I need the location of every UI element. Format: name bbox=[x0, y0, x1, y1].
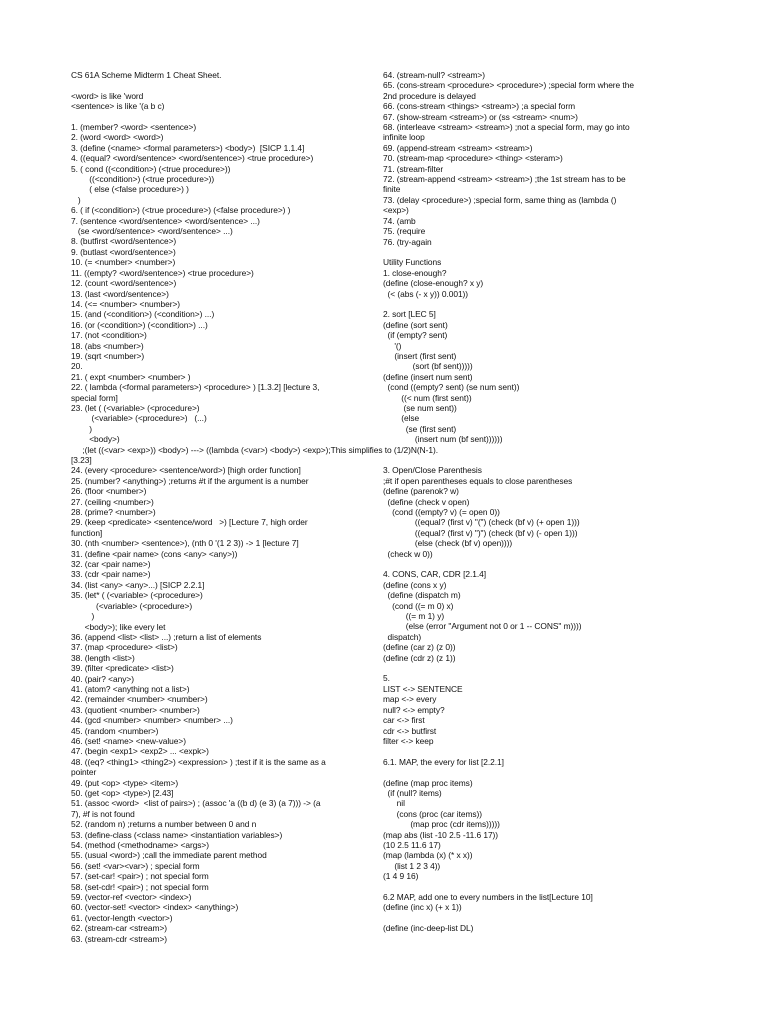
text-line: <body>) bbox=[71, 434, 120, 445]
text-line: 13. (last <word/sentence>) bbox=[71, 288, 169, 299]
text-line: 6. ( if (<condition>) (<true procedure>) (<false procedure>) ) bbox=[71, 205, 291, 216]
text-line: <sentence> is like '(a b c) bbox=[71, 101, 165, 112]
text-line: (<variable> (<procedure>) bbox=[71, 600, 193, 611]
text-line: 4. ((equal? <word/sentence> <word/sentence>) <true procedure>) bbox=[71, 153, 314, 164]
text-line: nil bbox=[383, 798, 405, 809]
text-line: function] bbox=[71, 527, 103, 538]
text-line: 56. (set! <var><var>) ; special form bbox=[71, 860, 200, 871]
text-line: 42. (remainder <number> <number>) bbox=[71, 694, 208, 705]
text-line: 53. (define-class (<class name> <instantiation variables>) bbox=[71, 829, 283, 840]
text-line: 4. CONS, CAR, CDR [2.1.4] bbox=[383, 569, 487, 580]
text-line: 67. (show-stream <stream>) or (ss <stream> <num>) bbox=[383, 111, 578, 122]
text-line: (if (empty? sent) bbox=[383, 330, 448, 341]
text-line bbox=[383, 299, 693, 309]
text-line: (define (dispatch m) bbox=[383, 590, 461, 601]
text-line: 41. (atom? <anything not a list>) bbox=[71, 683, 190, 694]
text-line: 14. (<= <number> <number>) bbox=[71, 298, 181, 309]
text-line: (define (map proc items) bbox=[383, 777, 473, 788]
text-line: dispatch) bbox=[383, 631, 422, 642]
text-line: 33. (cdr <pair name>) bbox=[71, 569, 151, 580]
text-line: 61. (vector-length <vector>) bbox=[71, 912, 173, 923]
text-line: 5. bbox=[383, 673, 390, 684]
text-line: 9. (butlast <word/sentence>) bbox=[71, 246, 176, 257]
text-line: (if (null? items) bbox=[383, 787, 442, 798]
text-line: 16. (or (<condition>) (<condition>) ...) bbox=[71, 319, 208, 330]
text-line: 36. (append <list> <list> ...) ;return a list of elements bbox=[71, 631, 262, 642]
text-line: (insert num (bf sent)))))) bbox=[383, 434, 503, 445]
text-line: 64. (stream-null? <stream>) bbox=[383, 70, 485, 80]
text-line: 58. (set-cdr! <pair>) ; not special form bbox=[71, 881, 209, 892]
text-line: 3. (define (<name> <formal parameters>) <body>) [SICP 1.1.4] bbox=[71, 142, 305, 153]
text-line: 37. (map <procedure> <list>) bbox=[71, 642, 178, 653]
text-line: (define (sort sent) bbox=[383, 319, 448, 330]
text-line: 8. (butfirst <word/sentence>) bbox=[71, 236, 177, 247]
right-column bbox=[383, 70, 693, 934]
text-line: (< (abs (- x y)) 0.001)) bbox=[383, 288, 469, 299]
text-line: 2. sort [LEC 5] bbox=[383, 309, 436, 320]
text-line bbox=[383, 663, 693, 673]
text-line: (else (error "Argument not 0 or 1 -- CONS" m)))) bbox=[383, 621, 582, 632]
text-line: 28. (prime? <number>) bbox=[71, 507, 156, 518]
text-line bbox=[383, 882, 693, 892]
text-line: (insert (first sent) bbox=[383, 350, 457, 361]
text-line: 35. (let* ( (<variable> (<procedure>) bbox=[71, 590, 203, 601]
text-line bbox=[383, 559, 693, 569]
text-line: 7. (sentence <word/sentence> <word/sentence> ...) bbox=[71, 215, 260, 226]
text-line: 24. (every <procedure> <sentence/word>) [high order function] bbox=[71, 465, 301, 476]
text-line: <exp>) bbox=[383, 205, 409, 216]
text-line: infinite loop bbox=[383, 132, 425, 143]
text-line: 34. (list <any> <any>...) [SICP 2.2.1] bbox=[71, 579, 205, 590]
text-line: (define (parenok? w) bbox=[383, 486, 459, 497]
text-line: 40. (pair? <any>) bbox=[71, 673, 134, 684]
text-line: ) bbox=[71, 423, 92, 434]
text-line: 7), #f is not found bbox=[71, 808, 135, 819]
text-line: [3.23] bbox=[71, 455, 92, 465]
text-line: 1. (member? <word> <sentence>) bbox=[71, 122, 197, 132]
text-line: (else (check (bf v) open)))) bbox=[383, 538, 513, 549]
text-line: ;(let ((<var> <exp>)) <body>) ---> ((lambda (<var>) <body>) <exp>);This simplifies to (1/2)N(N-1). bbox=[71, 444, 438, 455]
text-line: LIST <-> SENTENCE bbox=[383, 683, 463, 694]
text-line: 51. (assoc <word> <list of pairs>) ; (assoc 'a ((b d) (e 3) (a 7))) -> (a bbox=[71, 798, 321, 809]
text-line: <word> is like 'word bbox=[71, 90, 144, 101]
text-line: (define (inc-deep-list DL) bbox=[383, 923, 474, 934]
text-line: map <-> every bbox=[383, 694, 437, 705]
text-line: 30. (nth <number> <sentence>), (nth 0 '(1 2 3)) -> 1 [lecture 7] bbox=[71, 538, 299, 549]
text-line: 2. (word <word> <word>) bbox=[71, 132, 164, 143]
text-line: (cond ((empty? v) (= open 0)) bbox=[383, 507, 500, 517]
text-line: 20. bbox=[71, 361, 83, 372]
text-line: 46. (set! <name> <new-value>) bbox=[71, 735, 186, 746]
text-line: (map proc (cdr items))))) bbox=[383, 819, 500, 830]
text-line: 39. (filter <predicate> <list>) bbox=[71, 663, 174, 674]
text-line: cdr <-> butfirst bbox=[383, 725, 437, 736]
text-line: 70. (stream-map <procedure> <thing> <steram>) bbox=[383, 153, 563, 164]
text-line: (se <word/sentence> <word/sentence> ...) bbox=[71, 226, 233, 237]
text-line: 21. ( expt <number> <number> ) bbox=[71, 371, 191, 382]
text-line: (define (cdr z) (z 1)) bbox=[383, 652, 456, 663]
text-line: (map (lambda (x) (* x x)) bbox=[383, 850, 473, 861]
text-line: finite bbox=[383, 184, 401, 195]
text-line: 60. (vector-set! <vector> <index> <anything>) bbox=[71, 902, 239, 913]
text-line: 38. (length <list>) bbox=[71, 652, 135, 663]
text-line: 50. (get <op> <type>) [2.43] bbox=[71, 788, 174, 798]
text-line: 57. (set-car! <pair>) ; not special form bbox=[71, 871, 209, 882]
text-line: (cons (proc (car items)) bbox=[383, 808, 483, 819]
text-line: 66. (cons-stream <things> <stream>) ;a special form bbox=[383, 101, 576, 112]
text-line: ( else (<false procedure>) ) bbox=[71, 184, 189, 195]
text-line: 68. (interleave <stream> <stream>) ;not a special form, may go into bbox=[383, 122, 630, 133]
text-line: 18. (abs <number>) bbox=[71, 340, 144, 351]
text-line: 63. (stream-cdr <stream>) bbox=[71, 933, 168, 944]
text-line: (else bbox=[383, 413, 420, 424]
text-line: 32. (car <pair name>) bbox=[71, 559, 151, 570]
text-line: 1. close-enough? bbox=[383, 267, 447, 278]
text-line: 73. (delay <procedure>) ;special form, same thing as (lambda () bbox=[383, 194, 617, 205]
text-line: 22. ( lambda (<formal parameters>) <procedure> ) [1.3.2] [lecture 3, bbox=[71, 382, 320, 393]
text-line: 69. (append-stream <stream> <stream>) bbox=[383, 142, 533, 153]
text-line bbox=[71, 112, 377, 122]
text-line: 5. ( cond ((<condition>) (<true procedure>)) bbox=[71, 163, 231, 174]
text-line: car <-> first bbox=[383, 715, 425, 726]
text-line: (sort (bf sent))))) bbox=[383, 361, 473, 372]
text-line: special form] bbox=[71, 392, 118, 403]
text-line bbox=[71, 80, 377, 90]
text-line: 15. (and (<condition>) (<condition>) ...) bbox=[71, 309, 215, 320]
text-line: 65. (cons-stream <procedure> <procedure>) ;special form where the bbox=[383, 80, 634, 91]
text-line: 31. (define <pair name> (cons <any> <any>)) bbox=[71, 548, 238, 559]
text-line: 19. (sqrt <number>) bbox=[71, 350, 145, 361]
text-line: 71. (stream-filter bbox=[383, 163, 444, 174]
text-line: (se num sent)) bbox=[383, 402, 457, 413]
text-line: ;#t if open parentheses equals to close parentheses bbox=[383, 475, 573, 486]
text-line: ((= m 1) y) bbox=[383, 611, 445, 622]
text-line: 29. (keep <predicate> <sentence/word >) [Lecture 7, high order bbox=[71, 517, 308, 528]
text-line: 27. (ceiling <number>) bbox=[71, 496, 154, 507]
text-line: (check w 0)) bbox=[383, 548, 433, 559]
text-line: filter <-> keep bbox=[383, 735, 434, 746]
text-line: 12. (count <word/sentence>) bbox=[71, 278, 177, 289]
text-line: 25. (number? <anything>) ;returns #t if the argument is a number bbox=[71, 475, 309, 486]
text-line bbox=[383, 746, 693, 756]
text-line: 45. (random <number>) bbox=[71, 725, 159, 736]
text-line: 6.1. MAP, the every for list [2.2.1] bbox=[383, 756, 504, 767]
text-line bbox=[383, 247, 693, 257]
text-line: '() bbox=[383, 340, 402, 351]
text-line: null? <-> empty? bbox=[383, 704, 445, 715]
text-line: (1 4 9 16) bbox=[383, 871, 419, 882]
text-line: 72. (stream-append <stream> <stream>) ;the 1st stream has to be bbox=[383, 174, 626, 185]
text-line: pointer bbox=[71, 767, 97, 778]
text-line: 76. (try-again bbox=[383, 236, 432, 247]
text-line: 74. (amb bbox=[383, 215, 416, 226]
text-line: (list 1 2 3 4)) bbox=[383, 860, 441, 871]
text-line: 2nd procedure is delayed bbox=[383, 90, 476, 101]
text-line: 3. Open/Close Parenthesis bbox=[383, 465, 482, 476]
text-line: 47. (begin <exp1> <exp2> ... <expk>) bbox=[71, 746, 209, 757]
text-line: 23. (let ( (<variable> (<procedure>) bbox=[71, 402, 200, 413]
text-line: 54. (method (<methodname> <args>) bbox=[71, 840, 210, 851]
text-line: (define (car z) (z 0)) bbox=[383, 642, 456, 653]
text-line: ((<condition>) (<true procedure>)) bbox=[71, 174, 215, 185]
text-line: Utility Functions bbox=[383, 257, 442, 268]
text-line: (cond ((= m 0) x) bbox=[383, 600, 454, 611]
text-line: ) bbox=[71, 611, 95, 622]
text-line: (<variable> (<procedure>) (...) bbox=[71, 413, 207, 424]
text-line: (10 2.5 11.6 17) bbox=[383, 839, 441, 850]
text-line bbox=[383, 767, 693, 777]
text-line: CS 61A Scheme Midterm 1 Cheat Sheet. bbox=[71, 70, 222, 80]
text-line: 17. (not <condition>) bbox=[71, 330, 147, 341]
text-line: (cond ((empty? sent) (se num sent)) bbox=[383, 382, 520, 393]
text-line: 43. (quotient <number> <number>) bbox=[71, 704, 200, 715]
text-line: ((< num (first sent)) bbox=[383, 392, 472, 403]
text-line: 49. (put <op> <type> <item>) bbox=[71, 777, 179, 788]
text-line: 26. (floor <number>) bbox=[71, 486, 147, 497]
text-line: (define (insert num sent) bbox=[383, 371, 473, 382]
text-line: (se (first sent) bbox=[383, 423, 457, 434]
text-line: (define (check v open) bbox=[383, 496, 470, 507]
text-line bbox=[383, 913, 693, 923]
text-line: ((equal? (first v) ")") (check (bf v) (- open 1))) bbox=[383, 527, 578, 538]
text-line: <body>); like every let bbox=[71, 621, 166, 632]
text-line: (define (cons x y) bbox=[383, 579, 447, 590]
text-line: (define (inc x) (+ x 1)) bbox=[383, 902, 462, 913]
text-line: 75. (require bbox=[383, 226, 426, 237]
text-line bbox=[383, 455, 693, 465]
text-line: (define (close-enough? x y) bbox=[383, 278, 484, 289]
text-line: 55. (usual <word>) ;call the immediate parent method bbox=[71, 850, 267, 861]
text-line: 62. (stream-car <stream>) bbox=[71, 923, 168, 934]
text-line: 10. (= <number> <number>) bbox=[71, 257, 176, 268]
text-line: 52. (random n) ;returns a number between 0 and n bbox=[71, 819, 257, 830]
text-line: 59. (vector-ref <vector> <index>) bbox=[71, 892, 192, 903]
text-line: (map abs (list -10 2.5 -11.6 17)) bbox=[383, 829, 499, 840]
text-line: 44. (gcd <number> <number> <number> ...) bbox=[71, 715, 233, 726]
text-line: ) bbox=[71, 194, 81, 205]
text-line: 6.2 MAP, add one to every numbers in the list[Lecture 10] bbox=[383, 891, 593, 902]
text-line bbox=[383, 445, 693, 455]
text-line: ((equal? (first v) "(") (check (bf v) (+ open 1))) bbox=[383, 517, 580, 528]
text-line: 48. ((eq? <thing1> <thing2>) <expression> ) ;test if it is the same as a bbox=[71, 756, 326, 767]
text-line: 11. ((empty? <word/sentence>) <true procedure>) bbox=[71, 267, 254, 278]
